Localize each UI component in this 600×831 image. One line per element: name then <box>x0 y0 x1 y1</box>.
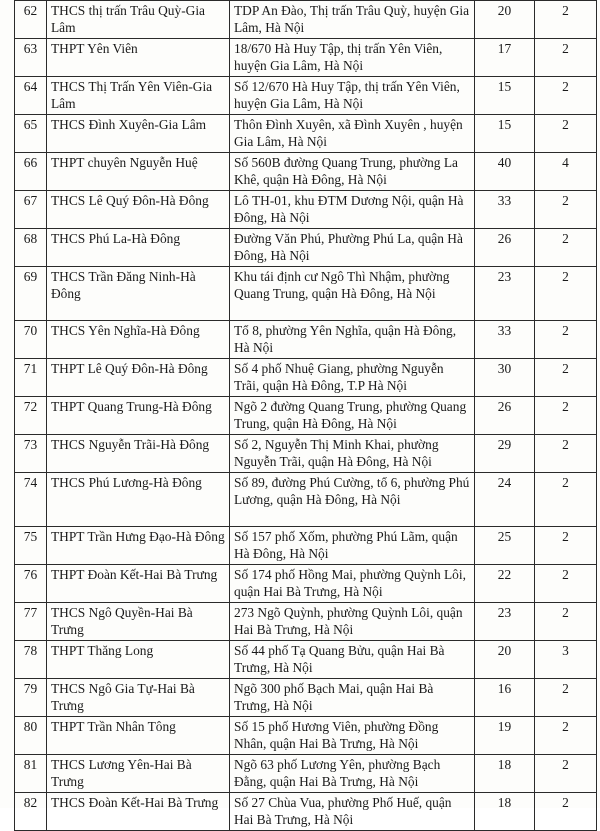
school-name-cell: THPT chuyên Nguyễn Huệ <box>47 153 230 191</box>
table-row <box>15 397 597 435</box>
school-name-cell: THCS Thị Trấn Yên Viên-Gia Lâm <box>47 77 230 115</box>
table-row <box>15 435 597 473</box>
count-cell: 26 <box>475 397 535 435</box>
school-name-cell: THPT Lê Quý Đôn-Hà Đông <box>47 359 230 397</box>
school-name-cell: THPT Quang Trung-Hà Đông <box>47 397 230 435</box>
count-cell: 26 <box>475 229 535 267</box>
row-number-cell: 73 <box>15 435 47 473</box>
school-address-cell: Ngõ 300 phố Bạch Mai, quận Hai Bà Trưng, Hà Nội <box>230 679 475 717</box>
count-cell-secondary: 2 <box>535 793 597 831</box>
count-cell: 19 <box>475 717 535 755</box>
table-row <box>15 755 597 793</box>
school-address-cell: Số 12/670 Hà Huy Tập, thị trấn Yên Viên, huyện Gia Lâm, Hà Nội <box>230 77 475 115</box>
school-address-cell: 273 Ngõ Quỳnh, phường Quỳnh Lôi, quận Hai Bà Trưng, Hà Nội <box>230 603 475 641</box>
school-name-cell: THCS Phú La-Hà Đông <box>47 229 230 267</box>
row-number-cell: 67 <box>15 191 47 229</box>
table-row <box>15 77 597 115</box>
count-cell: 15 <box>475 77 535 115</box>
count-cell-secondary: 2 <box>535 755 597 793</box>
row-number-cell: 79 <box>15 679 47 717</box>
row-number-cell: 65 <box>15 115 47 153</box>
table-row <box>15 267 597 321</box>
count-cell: 30 <box>475 359 535 397</box>
table-body <box>15 1 597 831</box>
school-address-cell: Ngõ 2 đường Quang Trung, phường Quang Trung, quận Hà Đông, Hà Nội <box>230 397 475 435</box>
school-address-cell: Ngõ 63 phố Lương Yên, phường Bạch Đằng, quận Hai Bà Trưng, Hà Nội <box>230 755 475 793</box>
count-cell-secondary: 4 <box>535 153 597 191</box>
school-address-cell: TDP An Đào, Thị trấn Trâu Quỳ, huyện Gia Lâm, Hà Nội <box>230 1 475 39</box>
school-name-cell: THCS Lương Yên-Hai Bà Trưng <box>47 755 230 793</box>
count-cell: 29 <box>475 435 535 473</box>
table-row <box>15 565 597 603</box>
school-name-cell: THCS Phú Lương-Hà Đông <box>47 473 230 527</box>
table-row <box>15 793 597 831</box>
count-cell: 25 <box>475 527 535 565</box>
school-address-cell: Số 44 phố Tạ Quang Bửu, quận Hai Bà Trưng, Hà Nội <box>230 641 475 679</box>
count-cell-secondary: 3 <box>535 641 597 679</box>
school-address-cell: Số 157 phố Xốm, phường Phú Lãm, quận Hà Đông, Hà Nội <box>230 527 475 565</box>
school-name-cell: THPT Đoàn Kết-Hai Bà Trưng <box>47 565 230 603</box>
row-number-cell: 72 <box>15 397 47 435</box>
row-number-cell: 64 <box>15 77 47 115</box>
count-cell-secondary: 2 <box>535 679 597 717</box>
count-cell: 15 <box>475 115 535 153</box>
count-cell-secondary: 2 <box>535 267 597 321</box>
count-cell-secondary: 2 <box>535 359 597 397</box>
row-number-cell: 68 <box>15 229 47 267</box>
count-cell-secondary: 2 <box>535 229 597 267</box>
count-cell: 20 <box>475 641 535 679</box>
row-number-cell: 77 <box>15 603 47 641</box>
row-number-cell: 66 <box>15 153 47 191</box>
school-name-cell: THCS Đình Xuyên-Gia Lâm <box>47 115 230 153</box>
row-number-cell: 69 <box>15 267 47 321</box>
row-number-cell: 81 <box>15 755 47 793</box>
count-cell-secondary: 2 <box>535 39 597 77</box>
school-name-cell: THCS Yên Nghĩa-Hà Đông <box>47 321 230 359</box>
row-number-cell: 75 <box>15 527 47 565</box>
table-row <box>15 359 597 397</box>
table-row <box>15 115 597 153</box>
school-address-cell: Tổ 8, phường Yên Nghĩa, quận Hà Đông, Hà Nội <box>230 321 475 359</box>
row-number-cell: 71 <box>15 359 47 397</box>
school-name-cell: THCS Lê Quý Đôn-Hà Đông <box>47 191 230 229</box>
school-address-cell: Khu tái định cư Ngô Thì Nhậm, phường Quang Trung, quận Hà Đông, Hà Nội <box>230 267 475 321</box>
table-row <box>15 641 597 679</box>
school-address-cell: Số 89, đường Phú Cường, tổ 6, phường Phú Lương, quận Hà Đông, Hà Nội <box>230 473 475 527</box>
school-name-cell: THPT Trần Hưng Đạo-Hà Đông <box>47 527 230 565</box>
count-cell: 17 <box>475 39 535 77</box>
row-number-cell: 78 <box>15 641 47 679</box>
count-cell: 33 <box>475 191 535 229</box>
table-row <box>15 191 597 229</box>
count-cell-secondary: 2 <box>535 473 597 527</box>
schools-table <box>14 0 597 831</box>
count-cell: 22 <box>475 565 535 603</box>
count-cell: 40 <box>475 153 535 191</box>
school-name-cell: THCS Ngô Gia Tự-Hai Bà Trưng <box>47 679 230 717</box>
school-address-cell: Đường Văn Phú, Phường Phú La, quận Hà Đông, Hà Nội <box>230 229 475 267</box>
count-cell-secondary: 2 <box>535 77 597 115</box>
count-cell-secondary: 2 <box>535 321 597 359</box>
count-cell-secondary: 2 <box>535 435 597 473</box>
table-row <box>15 473 597 527</box>
row-number-cell: 62 <box>15 1 47 39</box>
count-cell-secondary: 2 <box>535 565 597 603</box>
count-cell-secondary: 2 <box>535 527 597 565</box>
count-cell: 18 <box>475 755 535 793</box>
school-name-cell: THCS thị trấn Trâu Quỳ-Gia Lâm <box>47 1 230 39</box>
school-address-cell: Số 4 phố Nhuệ Giang, phường Nguyễn Trãi, quận Hà Đông, T.P Hà Nội <box>230 359 475 397</box>
count-cell-secondary: 2 <box>535 717 597 755</box>
row-number-cell: 76 <box>15 565 47 603</box>
school-name-cell: THPT Thăng Long <box>47 641 230 679</box>
school-name-cell: THCS Trần Đăng Ninh-Hà Đông <box>47 267 230 321</box>
row-number-cell: 80 <box>15 717 47 755</box>
row-number-cell: 63 <box>15 39 47 77</box>
school-address-cell: Số 2, Nguyễn Thị Minh Khai, phường Nguyễn Trãi, quận Hà Đông, Hà Nội <box>230 435 475 473</box>
school-address-cell: 18/670 Hà Huy Tập, thị trấn Yên Viên, huyện Gia Lâm, Hà Nội <box>230 39 475 77</box>
count-cell: 18 <box>475 793 535 831</box>
table-row <box>15 1 597 39</box>
school-name-cell: THCS Ngô Quyền-Hai Bà Trưng <box>47 603 230 641</box>
school-name-cell: THPT Trần Nhân Tông <box>47 717 230 755</box>
count-cell: 23 <box>475 603 535 641</box>
table-row <box>15 321 597 359</box>
count-cell: 24 <box>475 473 535 527</box>
count-cell-secondary: 2 <box>535 191 597 229</box>
count-cell: 16 <box>475 679 535 717</box>
row-number-cell: 74 <box>15 473 47 527</box>
count-cell: 20 <box>475 1 535 39</box>
row-number-cell: 82 <box>15 793 47 831</box>
school-address-cell: Lô TH-01, khu ĐTM Dương Nội, quận Hà Đông, Hà Nội <box>230 191 475 229</box>
table-row <box>15 679 597 717</box>
table-row <box>15 229 597 267</box>
table-row <box>15 153 597 191</box>
table-row <box>15 527 597 565</box>
count-cell: 23 <box>475 267 535 321</box>
row-number-cell: 70 <box>15 321 47 359</box>
count-cell-secondary: 2 <box>535 397 597 435</box>
count-cell-secondary: 2 <box>535 603 597 641</box>
school-address-cell: Số 174 phố Hồng Mai, phường Quỳnh Lôi, quận Hai Bà Trưng, Hà Nội <box>230 565 475 603</box>
school-address-cell: Số 27 Chùa Vua, phường Phố Huế, quận Hai Bà Trưng, Hà Nội <box>230 793 475 831</box>
school-address-cell: Số 560B đường Quang Trung, phường La Khê, quận Hà Đông, Hà Nội <box>230 153 475 191</box>
school-address-cell: Số 15 phố Hương Viên, phường Đồng Nhân, quận Hai Bà Trưng, Hà Nội <box>230 717 475 755</box>
table-row <box>15 603 597 641</box>
table-row <box>15 39 597 77</box>
school-name-cell: THCS Nguyễn Trãi-Hà Đông <box>47 435 230 473</box>
school-name-cell: THPT Yên Viên <box>47 39 230 77</box>
school-name-cell: THCS Đoàn Kết-Hai Bà Trưng <box>47 793 230 831</box>
count-cell-secondary: 2 <box>535 115 597 153</box>
school-address-cell: Thôn Đình Xuyên, xã Đình Xuyên , huyện Gia Lâm, Hà Nội <box>230 115 475 153</box>
table-row <box>15 717 597 755</box>
count-cell-secondary: 2 <box>535 1 597 39</box>
count-cell: 33 <box>475 321 535 359</box>
